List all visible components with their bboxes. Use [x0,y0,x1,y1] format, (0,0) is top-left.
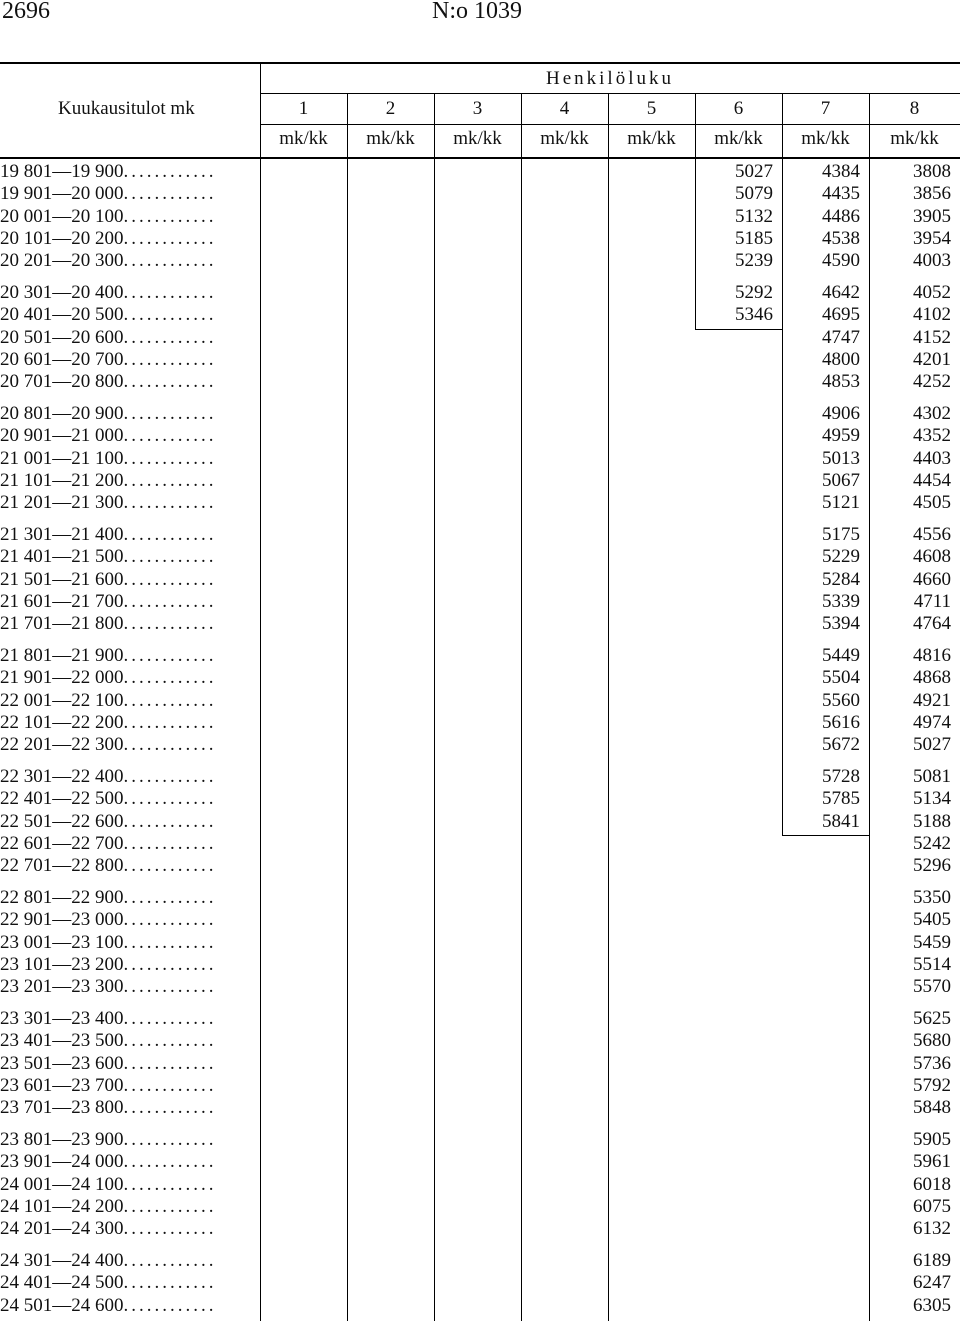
income-range-text: 21 401—21 500 [0,546,124,568]
income-range-text: 24 501—24 600 [0,1294,124,1316]
column-unit: mk/kk [366,128,415,149]
leader-dots: ............ [123,326,217,348]
leader-dots: ............ [123,524,217,545]
income-range [0,206,260,228]
column-number: 3 [472,98,483,119]
income-range-text: 24 001—24 100 [0,1173,124,1195]
leader-dots: ............ [123,810,217,832]
income-range [0,788,260,810]
income-range-text: 24 101—24 200 [0,1195,124,1217]
income-range-text: 22 401—22 500 [0,788,124,810]
table-value: 5121 [822,492,860,514]
leader-dots: ............ [123,183,217,205]
leader-dots: ............ [123,546,217,568]
income-range [0,448,260,470]
income-range-text: 23 701—23 800 [0,1097,124,1119]
table-value: 4590 [822,250,860,272]
group-header-rule [260,93,960,94]
table-value: 4486 [822,205,860,227]
table-value: 5616 [822,711,860,733]
table-value: 5292 [735,282,773,303]
income-range-text: 21 601—21 700 [0,590,124,612]
table-value: 4642 [822,282,860,303]
leader-dots: ............ [123,282,217,303]
leader-dots: ............ [123,371,217,393]
column-number: 6 [733,98,744,119]
column-unit: mk/kk [714,128,763,149]
income-range-text: 20 001—20 100 [0,205,124,227]
table-value: 5625 [913,1008,951,1029]
leader-dots: ............ [123,855,217,877]
table-value: 5841 [822,810,860,832]
column-number: 7 [820,98,831,119]
leader-dots: ............ [123,1074,217,1096]
table-value: 6305 [913,1294,951,1316]
income-range [0,690,260,712]
leader-dots: ............ [123,161,217,182]
income-range-text: 22 701—22 800 [0,855,124,877]
income-range-text: 20 101—20 200 [0,227,124,249]
table-value: 5175 [822,524,860,545]
table-value: 5079 [735,183,773,205]
leader-dots: ............ [123,953,217,975]
table-value: 6189 [913,1250,951,1271]
income-range-text: 23 401—23 500 [0,1030,124,1052]
leader-dots: ............ [123,1052,217,1074]
table-value: 6247 [913,1272,951,1294]
leader-dots: ............ [123,1250,217,1271]
table-value: 4868 [913,667,951,689]
leader-dots: ............ [123,1151,217,1173]
step-rule [782,835,869,836]
income-range [0,887,260,909]
table-value: 5132 [735,205,773,227]
leader-dots: ............ [123,766,217,787]
leader-dots: ............ [123,469,217,491]
table-value: 5961 [913,1151,951,1173]
table-value: 4816 [913,645,951,666]
table-value: 5134 [913,788,951,810]
income-range [0,591,260,613]
income-range [0,183,260,205]
leader-dots: ............ [123,348,217,370]
income-range [0,282,260,304]
leader-dots: ............ [123,1030,217,1052]
income-range-text: 21 101—21 200 [0,469,124,491]
income-range-text: 23 101—23 200 [0,953,124,975]
income-range-text: 21 201—21 300 [0,492,124,514]
income-range-text: 23 001—23 100 [0,931,124,953]
income-range-text: 21 001—21 100 [0,447,124,469]
leader-dots: ............ [123,645,217,666]
table-value: 5239 [735,250,773,272]
column-unit: mk/kk [279,128,328,149]
income-range-text: 21 901—22 000 [0,667,124,689]
leader-dots: ............ [123,1173,217,1195]
income-range-text: 22 901—23 000 [0,909,124,931]
income-range-text: 20 801—20 900 [0,403,124,424]
table-value: 5728 [822,766,860,787]
table-value: 5188 [913,810,951,832]
leader-dots: ............ [123,909,217,931]
income-range [0,1196,260,1218]
leader-dots: ............ [123,590,217,612]
income-range-text: 23 801—23 900 [0,1129,124,1150]
leader-dots: ............ [123,613,217,635]
leader-dots: ............ [123,227,217,249]
income-range [0,954,260,976]
table-value: 3808 [913,161,951,182]
table-value: 5013 [822,447,860,469]
income-range-text: 23 601—23 700 [0,1074,124,1096]
leader-dots: ............ [123,1218,217,1240]
table-value: 5785 [822,788,860,810]
table-value: 5339 [822,590,860,612]
leader-dots: ............ [123,304,217,326]
table-value: 4853 [822,371,860,393]
income-range [0,470,260,492]
table-value: 5027 [735,161,773,182]
leader-dots: ............ [123,1008,217,1029]
income-range-text: 19 801—19 900 [0,161,124,182]
column-unit: mk/kk [890,128,939,149]
income-range [0,425,260,447]
table-value: 4747 [822,326,860,348]
table-value: 5459 [913,931,951,953]
table-value: 4959 [822,425,860,447]
income-range [0,833,260,855]
column-unit: mk/kk [627,128,676,149]
income-range [0,1151,260,1173]
income-range [0,976,260,998]
row-header: Kuukausitulot mk [58,98,195,119]
leader-dots: ............ [123,689,217,711]
table-value: 4556 [913,524,951,545]
income-range-text: 19 901—20 000 [0,183,124,205]
leader-dots: ............ [123,667,217,689]
leader-dots: ............ [123,976,217,998]
leader-dots: ............ [123,734,217,756]
column-numbers-rule [260,124,960,125]
group-header: Henkilöluku [546,68,674,89]
table-value: 5185 [735,227,773,249]
table-value: 5848 [913,1097,951,1119]
income-range [0,1272,260,1294]
table-value: 4538 [822,227,860,249]
income-range [0,1030,260,1052]
table-value: 5350 [913,887,951,908]
page-number: 2696 [2,0,50,24]
table-value: 5229 [822,546,860,568]
income-table [0,62,960,1331]
income-range [0,546,260,568]
column-divider [260,62,261,1321]
income-range [0,569,260,591]
income-range-text: 20 901—21 000 [0,425,124,447]
table-value: 4102 [913,304,951,326]
income-range [0,1097,260,1119]
column-divider [347,93,348,1321]
income-range [0,1075,260,1097]
income-range [0,327,260,349]
income-range-text: 22 601—22 700 [0,832,124,854]
leader-dots: ............ [123,931,217,953]
table-value: 4201 [913,348,951,370]
table-value: 5680 [913,1030,951,1052]
table-value: 5449 [822,645,860,666]
column-divider [695,93,696,329]
table-value: 5346 [735,304,773,326]
income-range [0,250,260,272]
column-divider [869,93,870,1321]
column-number: 5 [646,98,657,119]
leader-dots: ............ [123,205,217,227]
income-range [0,712,260,734]
table-value: 5242 [913,832,951,854]
income-range-text: 20 201—20 300 [0,250,124,272]
table-value: 5672 [822,734,860,756]
table-value: 4302 [913,403,951,424]
table-value: 5792 [913,1074,951,1096]
income-range [0,1008,260,1030]
table-value: 6018 [913,1173,951,1195]
table-value: 4152 [913,326,951,348]
income-range-text: 20 401—20 500 [0,304,124,326]
income-range [0,734,260,756]
income-range-text: 21 501—21 600 [0,568,124,590]
table-value: 5736 [913,1052,951,1074]
table-value: 4800 [822,348,860,370]
leader-dots: ............ [123,250,217,272]
column-number: 8 [909,98,920,119]
table-top-rule [0,62,960,64]
table-value: 4711 [913,590,951,612]
table-value: 5514 [913,953,951,975]
income-range-text: 22 301—22 400 [0,766,124,787]
income-range [0,304,260,326]
income-range [0,932,260,954]
table-value: 4505 [913,492,951,514]
income-range-text: 22 501—22 600 [0,810,124,832]
income-range [0,645,260,667]
leader-dots: ............ [123,403,217,424]
income-range-text: 23 301—23 400 [0,1008,124,1029]
leader-dots: ............ [123,447,217,469]
income-range [0,1295,260,1317]
table-value: 5405 [913,909,951,931]
income-range-text: 24 301—24 400 [0,1250,124,1271]
table-value: 5081 [913,766,951,787]
document-number: N:o 1039 [432,0,522,24]
income-range [0,909,260,931]
income-range-text: 22 201—22 300 [0,734,124,756]
income-range [0,228,260,250]
income-range [0,161,260,183]
column-divider [782,93,783,835]
income-range-text: 24 401—24 500 [0,1272,124,1294]
leader-dots: ............ [123,1097,217,1119]
column-unit: mk/kk [801,128,850,149]
income-range-text: 22 101—22 200 [0,711,124,733]
income-range-text: 20 601—20 700 [0,348,124,370]
table-value: 4921 [913,689,951,711]
column-number: 2 [385,98,396,119]
income-range-text: 24 201—24 300 [0,1218,124,1240]
income-range-text: 21 301—21 400 [0,524,124,545]
income-range [0,492,260,514]
income-range [0,349,260,371]
step-rule [695,329,782,330]
table-value: 3856 [913,183,951,205]
table-value: 5570 [913,976,951,998]
table-value: 5504 [822,667,860,689]
income-range-text: 23 201—23 300 [0,976,124,998]
income-range [0,613,260,635]
leader-dots: ............ [123,887,217,908]
income-range [0,1174,260,1196]
leader-dots: ............ [123,1294,217,1316]
income-range [0,811,260,833]
table-value: 4695 [822,304,860,326]
header-bottom-rule [0,157,960,159]
table-value: 4252 [913,371,951,393]
leader-dots: ............ [123,568,217,590]
column-divider [608,93,609,1321]
income-range [0,1250,260,1272]
table-value: 4608 [913,546,951,568]
leader-dots: ............ [123,788,217,810]
income-range [0,766,260,788]
table-value: 4906 [822,403,860,424]
income-range-text: 21 701—21 800 [0,613,124,635]
table-value: 4454 [913,469,951,491]
income-range-text: 20 301—20 400 [0,282,124,303]
table-value: 4435 [822,183,860,205]
income-range [0,1218,260,1240]
table-value: 4403 [913,447,951,469]
column-unit: mk/kk [540,128,589,149]
income-range-text: 20 701—20 800 [0,371,124,393]
income-range-text: 20 501—20 600 [0,326,124,348]
income-range [0,1129,260,1151]
table-value: 6132 [913,1218,951,1240]
income-range [0,855,260,877]
table-value: 4660 [913,568,951,590]
table-value: 4974 [913,711,951,733]
column-number: 1 [298,98,309,119]
income-range [0,403,260,425]
table-value: 5027 [913,734,951,756]
leader-dots: ............ [123,1129,217,1150]
income-range-text: 22 801—22 900 [0,887,124,908]
income-range [0,667,260,689]
leader-dots: ............ [123,492,217,514]
table-value: 3954 [913,227,951,249]
income-range [0,1053,260,1075]
leader-dots: ............ [123,425,217,447]
table-value: 4052 [913,282,951,303]
leader-dots: ............ [123,711,217,733]
income-range-text: 23 901—24 000 [0,1151,124,1173]
column-unit: mk/kk [453,128,502,149]
table-value: 5284 [822,568,860,590]
income-range-text: 22 001—22 100 [0,689,124,711]
table-value: 3905 [913,205,951,227]
table-value: 5296 [913,855,951,877]
table-value: 6075 [913,1195,951,1217]
income-range-text: 21 801—21 900 [0,645,124,666]
leader-dots: ............ [123,832,217,854]
table-value: 5560 [822,689,860,711]
table-value: 4003 [913,250,951,272]
income-range [0,371,260,393]
leader-dots: ............ [123,1272,217,1294]
table-value: 4764 [913,613,951,635]
table-value: 5905 [913,1129,951,1150]
column-number: 4 [559,98,570,119]
table-value: 4352 [913,425,951,447]
column-divider [521,93,522,1321]
leader-dots: ............ [123,1195,217,1217]
income-range [0,524,260,546]
income-range-text: 23 501—23 600 [0,1052,124,1074]
table-value: 4384 [822,161,860,182]
table-value: 5067 [822,469,860,491]
column-divider [434,93,435,1321]
table-value: 5394 [822,613,860,635]
